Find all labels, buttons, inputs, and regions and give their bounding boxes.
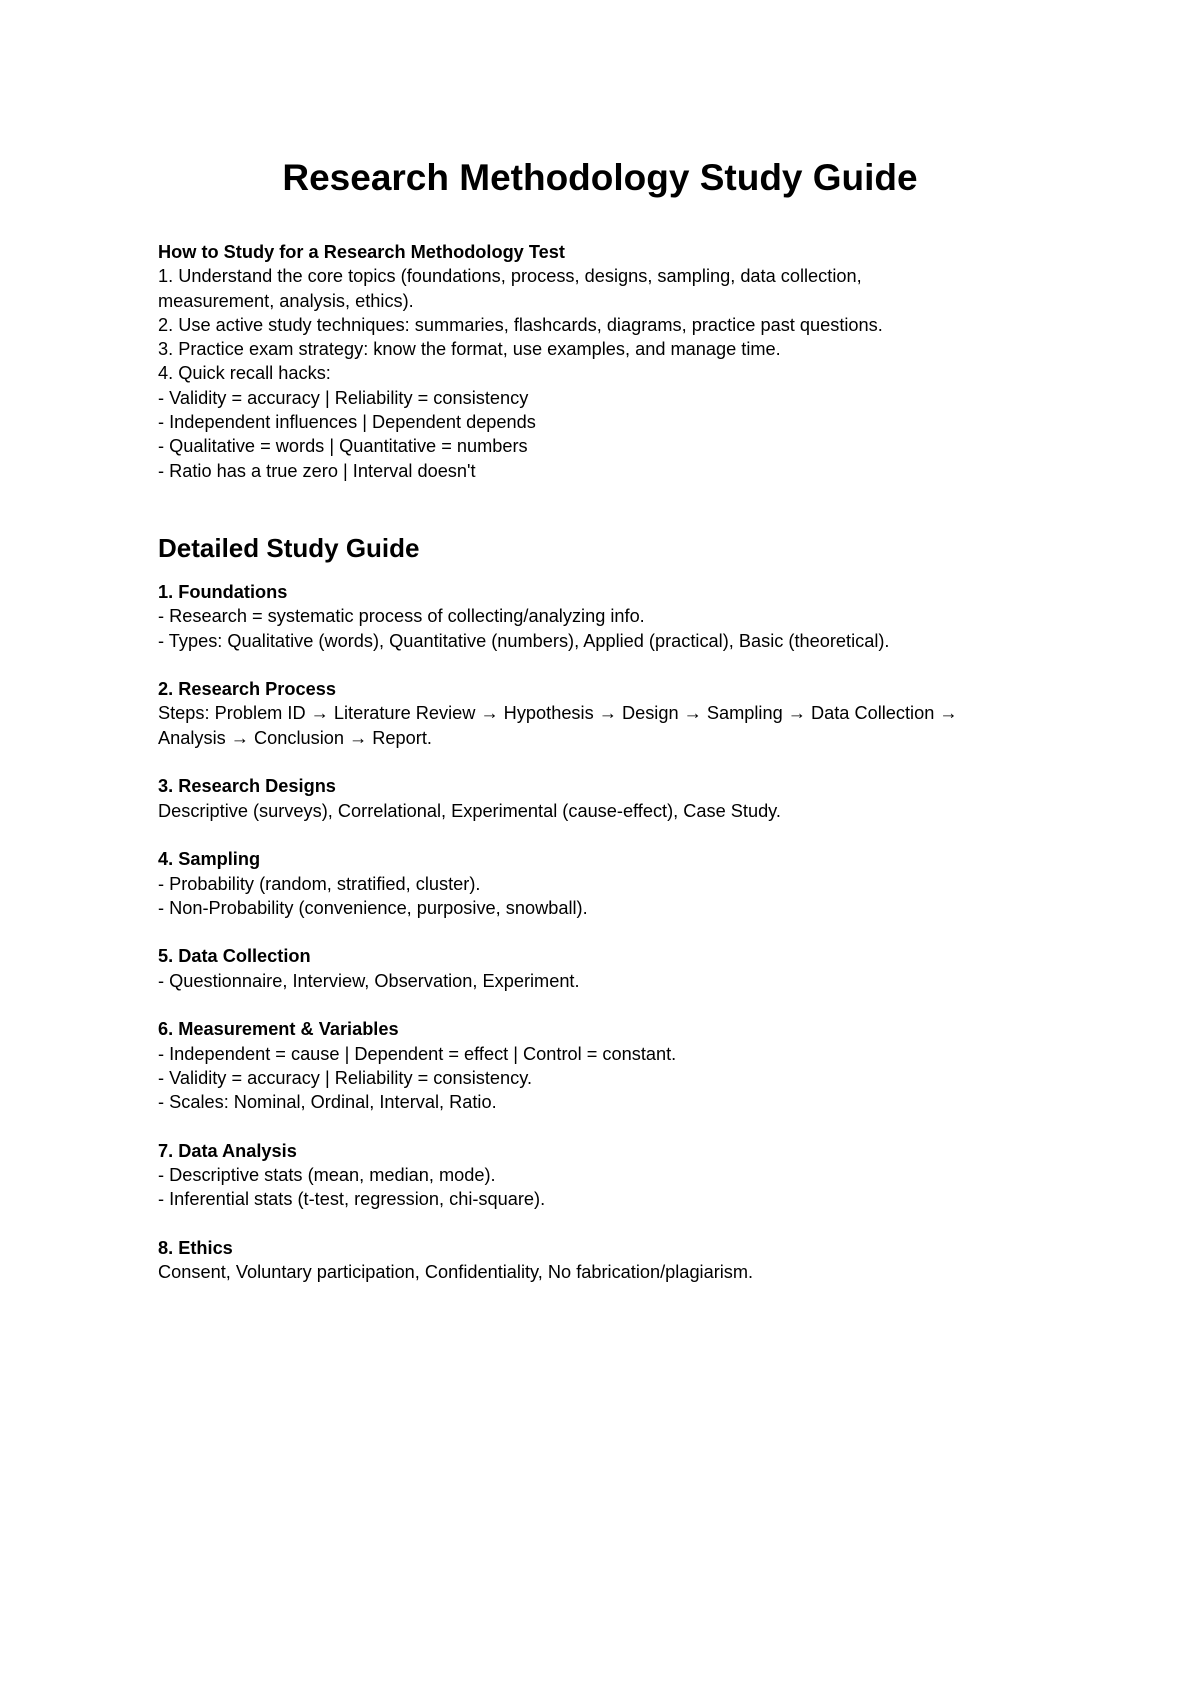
section-research-process <box>158 677 1058 750</box>
section-heading: 3. Research Designs <box>158 776 336 797</box>
study-tips-line: 4. Quick recall hacks: <box>158 363 331 384</box>
recall-hack-line: - Independent influences | Dependent depends <box>158 412 536 433</box>
section-line: - Inferential stats (t-test, regression, chi-square). <box>158 1189 546 1210</box>
section-heading: 7. Data Analysis <box>158 1140 297 1161</box>
section-line: - Types: Qualitative (words), Quantitative (numbers), Applied (practical), Basic (theoretical). <box>158 630 890 651</box>
detailed-sections <box>158 580 1058 1309</box>
study-tips-line: 1. Understand the core topics (foundations, process, designs, sampling, data collection, <box>158 266 862 287</box>
study-tips-heading: How to Study for a Research Methodology Test <box>158 242 565 262</box>
section-line: - Scales: Nominal, Ordinal, Interval, Ratio. <box>158 1092 497 1113</box>
section-line: Steps: Problem ID → Literature Review → Hypothesis → Design → Sampling → Data Collection → <box>158 703 958 724</box>
section-line: - Independent = cause | Dependent = effect | Control = constant. <box>158 1043 677 1064</box>
section-data-analysis <box>158 1139 1058 1212</box>
section-ethics <box>158 1236 1058 1285</box>
recall-hack-line: - Ratio has a true zero | Interval doesn't <box>158 460 476 481</box>
section-line: - Non-Probability (convenience, purposive, snowball). <box>158 897 588 918</box>
detailed-guide-heading: Detailed Study Guide <box>158 533 420 563</box>
section-sampling <box>158 847 1058 920</box>
section-data-collection <box>158 944 1058 993</box>
section-foundations <box>158 580 1058 653</box>
recall-hack-line: - Validity = accuracy | Reliability = consistency <box>158 387 529 408</box>
section-line: - Descriptive stats (mean, median, mode). <box>158 1165 496 1186</box>
section-line: - Research = systematic process of collecting/analyzing info. <box>158 606 645 627</box>
section-heading: 5. Data Collection <box>158 946 311 967</box>
section-line: Analysis → Conclusion → Report. <box>158 727 432 748</box>
recall-hack-line: - Qualitative = words | Quantitative = numbers <box>158 436 528 457</box>
study-tips-line: measurement, analysis, ethics). <box>158 290 414 311</box>
page-title: Research Methodology Study Guide <box>282 157 918 198</box>
section-heading: 2. Research Process <box>158 679 336 700</box>
section-line: - Questionnaire, Interview, Observation, Experiment. <box>158 970 580 991</box>
section-measurement-variables <box>158 1017 1058 1114</box>
section-heading: 8. Ethics <box>158 1238 233 1259</box>
section-line: - Probability (random, stratified, cluster). <box>158 873 481 894</box>
section-line: - Validity = accuracy | Reliability = consistency. <box>158 1067 533 1088</box>
section-heading: 1. Foundations <box>158 582 288 602</box>
section-line: Consent, Voluntary participation, Confidentiality, No fabrication/plagiarism. <box>158 1262 754 1283</box>
section-heading: 4. Sampling <box>158 849 261 870</box>
section-line: Descriptive (surveys), Correlational, Experimental (cause-effect), Case Study. <box>158 800 781 821</box>
study-tips-block <box>158 240 1058 483</box>
study-tips-line: 2. Use active study techniques: summaries, flashcards, diagrams, practice past questions. <box>158 314 883 335</box>
section-heading: 6. Measurement & Variables <box>158 1019 399 1040</box>
section-research-designs <box>158 774 1058 823</box>
study-tips-line: 3. Practice exam strategy: know the format, use examples, and manage time. <box>158 339 781 360</box>
